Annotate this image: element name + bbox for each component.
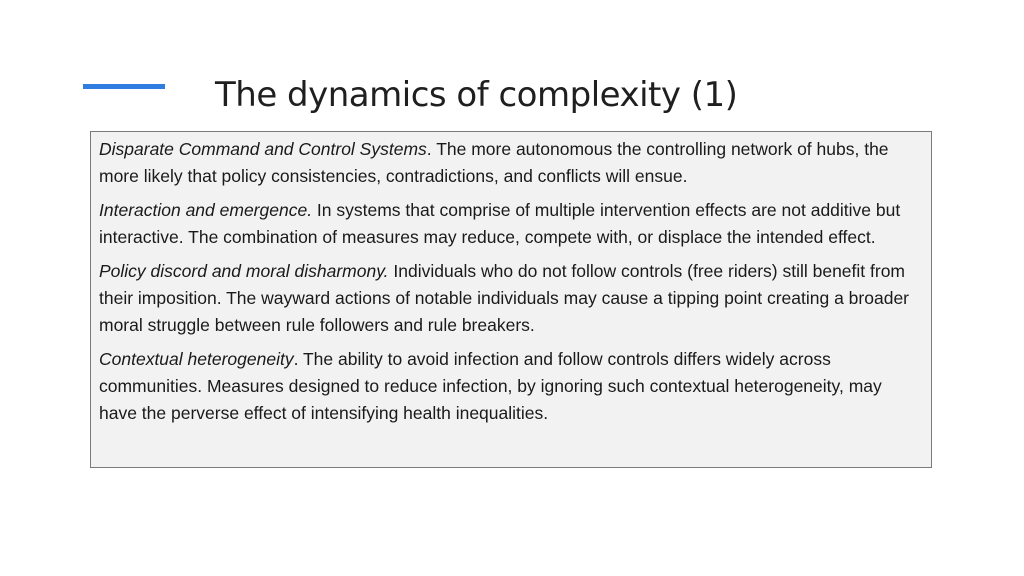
paragraph-text: . The ability to avoid infection and follow controls differs widely across communities. Measures designed to reduce infection, by ignoring such contextual heterogeneity, may have the perverse effect of intensifying health inequalities. [99,349,882,423]
paragraph-command-control [99,136,923,190]
paragraph-heading: Disparate Command and Control Systems [99,139,427,159]
paragraph-policy-discord [99,258,923,339]
paragraph-text: . The more autonomous the controlling network of hubs, the more likely that policy consistencies, contradictions, and conflicts will ensue. [99,139,889,186]
slide-title: The dynamics of complexity (1) [215,75,738,115]
title-accent-bar [83,84,165,89]
paragraph-heading: Contextual heterogeneity [99,349,294,369]
paragraph-contextual-heterogeneity [99,346,923,427]
paragraph-heading: Policy discord and moral disharmony. [99,261,389,281]
paragraph-text: In systems that comprise of multiple intervention effects are not additive but interactive. The combination of measures may reduce, compete with, or displace the intended effect. [99,200,901,247]
content-box [90,131,932,468]
paragraph-heading: Interaction and emergence. [99,200,313,220]
paragraph-interaction-emergence [99,197,923,251]
paragraph-text: Individuals who do not follow controls (free riders) still benefit from their imposition. The wayward actions of notable individuals may cause a tipping point creating a broader moral struggle between rule followers and rule breakers. [99,261,909,335]
